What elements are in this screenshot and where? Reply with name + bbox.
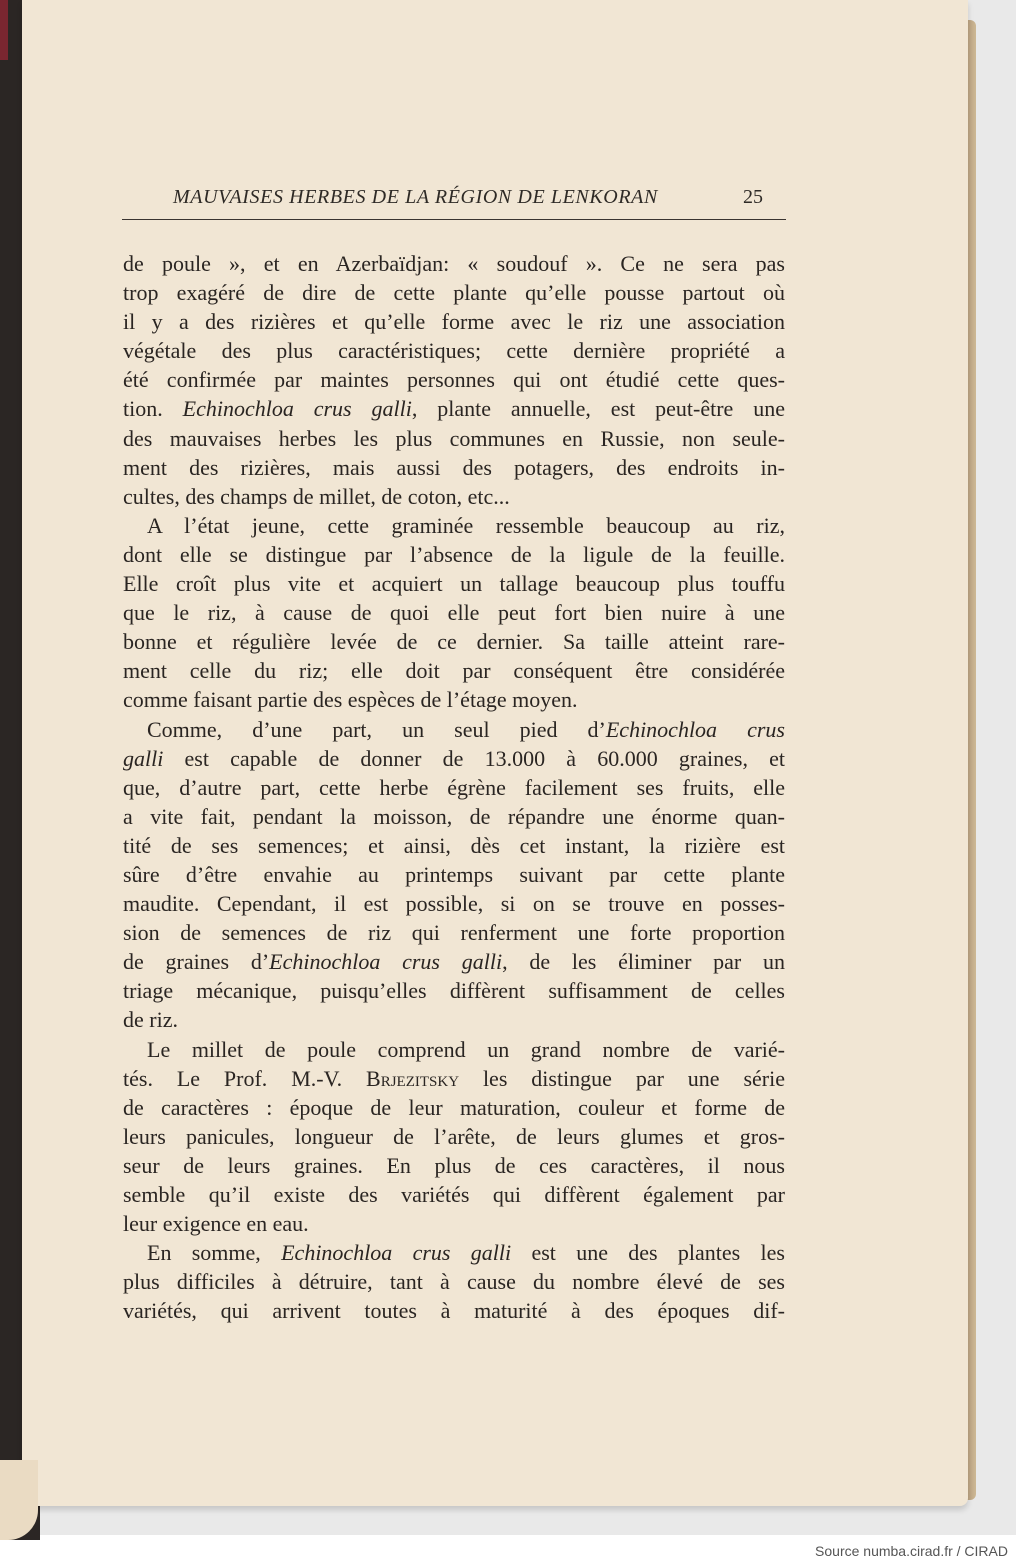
- text-line: [123, 1005, 785, 1034]
- text-segment: tés. Le Prof. M.-V.: [123, 1065, 367, 1091]
- text-line: [123, 1267, 785, 1296]
- paragraph: [123, 1238, 785, 1325]
- binding-edge: [0, 0, 8, 60]
- italic-species-name: Echinochloa crus galli: [269, 949, 503, 975]
- text-line: [123, 773, 785, 802]
- text-segment: ment celle du riz; elle doit par conséquent être considérée: [123, 658, 785, 684]
- text-line: [123, 1064, 785, 1093]
- text-segment: cultes, des champs de millet, de coton, etc...: [123, 483, 510, 509]
- text-segment: bonne et régulière levée de ce dernier. Sa taille atteint rare-: [123, 629, 785, 655]
- text-segment: a vite fait, pendant la moisson, de répandre une énorme quan-: [123, 803, 785, 829]
- text-segment: trop exagéré de dire de cette plante qu’elle pousse partout où: [123, 280, 785, 306]
- text-line: [123, 1151, 785, 1180]
- text-segment: leurs panicules, longueur de l’arête, de leurs glumes et gros-: [123, 1123, 785, 1149]
- text-segment: semble qu’il existe des variétés qui diffèrent également par: [123, 1182, 785, 1207]
- text-line: [123, 947, 785, 976]
- text-segment: plus difficiles à détruire, tant à cause du nombre élevé de ses: [123, 1269, 785, 1295]
- text-line: [123, 482, 785, 511]
- page-number: 25: [743, 186, 763, 208]
- italic-species-name: Echinochloa crus: [605, 716, 785, 742]
- text-segment: variétés, qui arrivent toutes à maturité à des époques dif-: [123, 1298, 785, 1324]
- text-line: [123, 424, 785, 453]
- text-line: [123, 1238, 785, 1267]
- text-segment: , plante annuelle, est peut-être une: [411, 396, 785, 422]
- text-line: [123, 1035, 785, 1064]
- text-line: [123, 307, 785, 336]
- text-line: [123, 569, 785, 598]
- author-name: Brjezitsky: [366, 1065, 460, 1091]
- text-line: [123, 976, 785, 1005]
- text-line: [123, 598, 785, 627]
- text-line: [123, 627, 785, 656]
- text-segment: est capable de donner de 13.000 à 60.000 graines, et: [163, 745, 785, 771]
- text-line: [123, 511, 785, 540]
- paragraph: [123, 715, 785, 1035]
- text-segment: est une des plantes les: [511, 1240, 785, 1266]
- text-line: [123, 1296, 785, 1325]
- text-segment: de riz.: [123, 1007, 178, 1033]
- text-line: [123, 1122, 785, 1151]
- italic-species-name: Echinochloa crus galli: [281, 1240, 512, 1266]
- text-segment: végétale des plus caractéristiques; cette dernière propriété a: [123, 338, 785, 364]
- text-segment: Elle croît plus vite et acquiert un tallage beaucoup plus touffu: [123, 571, 785, 597]
- text-segment: été confirmée par maintes personnes qui ont étudié cette ques-: [123, 367, 785, 393]
- paragraph: [123, 1035, 785, 1239]
- text-line: [123, 249, 785, 278]
- text-segment: de graines d’: [123, 949, 270, 975]
- text-segment: A l’état jeune, cette graminée ressemble beaucoup au riz,: [147, 512, 785, 538]
- text-segment: les distingue par une série: [459, 1065, 785, 1091]
- body-text: [123, 249, 785, 1325]
- text-segment: ment des rizières, mais aussi des potagers, des endroits in-: [123, 454, 785, 480]
- running-header: MAUVAISES HERBES DE LA RÉGION DE LENKORAN: [173, 186, 658, 208]
- text-segment: sion de semences de riz qui renferment une forte proportion: [123, 920, 785, 946]
- text-line: [123, 336, 785, 365]
- paragraph: [123, 249, 785, 511]
- text-segment: tité de ses semences; et ainsi, dès cet instant, la rizière est: [123, 832, 785, 858]
- text-segment: leur exigence en eau.: [123, 1211, 309, 1237]
- text-segment: seur de leurs graines. En plus de ces caractères, il nous: [123, 1152, 785, 1178]
- text-line: [123, 715, 785, 744]
- text-segment: En somme,: [147, 1240, 282, 1266]
- text-segment: de poule », et en Azerbaïdjan: « soudouf ». Ce ne sera pas: [123, 251, 785, 276]
- text-line: [123, 685, 785, 714]
- text-segment: des mauvaises herbes les plus communes en Russie, non seule-: [123, 425, 785, 451]
- text-line: [123, 918, 785, 947]
- text-segment: sûre d’être envahie au printemps suivant par cette plante: [123, 861, 785, 887]
- text-segment: il y a des rizières et qu’elle forme avec le riz une association: [123, 309, 785, 335]
- text-line: [123, 1093, 785, 1122]
- text-line: [123, 656, 785, 685]
- italic-species-name: galli: [123, 745, 164, 771]
- header-rule: [122, 219, 786, 220]
- source-credit: Source numba.cirad.fr / CIRAD: [815, 1543, 1008, 1559]
- text-segment: que le riz, à cause de quoi elle peut fort bien nuire à une: [123, 600, 785, 626]
- text-line: [123, 453, 785, 482]
- text-line: [123, 744, 785, 773]
- text-line: [123, 394, 785, 423]
- text-line: [123, 831, 785, 860]
- text-segment: Le millet de poule comprend un grand nombre de varié-: [147, 1036, 785, 1062]
- text-line: [123, 278, 785, 307]
- text-line: [123, 1209, 785, 1238]
- text-line: [123, 1180, 785, 1209]
- text-line: [123, 860, 785, 889]
- text-line: [123, 802, 785, 831]
- text-segment: Comme, d’une part, un seul pied d’: [147, 716, 606, 742]
- text-segment: triage mécanique, puisqu’elles diffèrent suffisamment de celles: [123, 978, 785, 1004]
- text-segment: maudite. Cependant, il est possible, si on se trouve en posses-: [123, 891, 785, 917]
- text-segment: de caractères : époque de leur maturation, couleur et forme de: [123, 1094, 785, 1120]
- text-segment: comme faisant partie des espèces de l’étage moyen.: [123, 687, 578, 713]
- text-line: [123, 889, 785, 918]
- paragraph: [123, 511, 785, 715]
- text-segment: dont elle se distingue par l’absence de la ligule de la feuille.: [123, 541, 785, 567]
- text-segment: , de les éliminer par un: [502, 949, 786, 975]
- text-segment: tion.: [123, 396, 183, 422]
- italic-species-name: Echinochloa crus galli: [182, 396, 412, 422]
- text-line: [123, 540, 785, 569]
- text-line: [123, 365, 785, 394]
- text-segment: que, d’autre part, cette herbe égrène facilement ses fruits, elle: [123, 774, 785, 800]
